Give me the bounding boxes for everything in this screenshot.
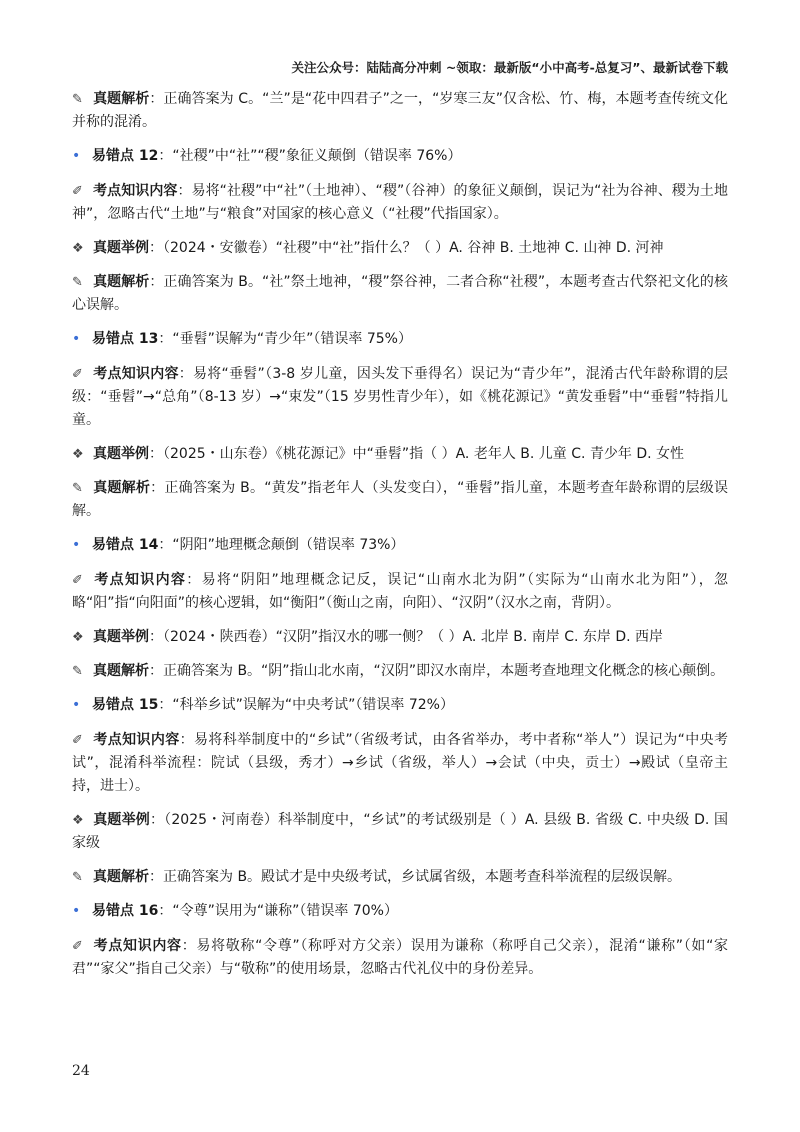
page-number: 24	[72, 1063, 90, 1079]
pencil-icon: ✎	[72, 870, 83, 885]
paragraph-label: 易错点 12	[92, 148, 159, 164]
diamond-icon: ❖	[72, 813, 84, 828]
diamond-icon: ❖	[72, 241, 84, 256]
knowledge-content	[72, 180, 728, 226]
paragraph-text: ：易将“阴阳”地理概念记反，误记“山南水北为阴”（实际为“山南水北为阳”），忽略“阳”指“向阳面”的核心逻辑，如“衡阳”（衡山之南，向阳）、“汉阴”（汉水之南，背阴）。	[72, 572, 729, 611]
answer-analysis	[72, 88, 728, 134]
answer-analysis	[72, 660, 728, 683]
paragraph-text: ：易将科举制度中的“乡试”（省级考试，由各省举办，考中者称“举人”）误记为“中央考试”，混淆科举流程：院试（县级，秀才）→乡试（省级，举人）→会试（中央，贡士）→殿试（皇帝主持，进士）。	[72, 732, 729, 794]
pen-icon: ✐	[72, 573, 83, 588]
diamond-icon: ❖	[72, 630, 84, 645]
paragraph-label: 真题解析	[93, 480, 151, 496]
paragraph-text: ：（2025・山东卷）《桃花源记》中“垂髫”指（ ）A. 老年人 B. 儿童 C. 青少年 D. 女性	[149, 446, 685, 462]
knowledge-content	[72, 363, 728, 432]
paragraph-text: ：易将敬称“令尊”（称呼对方父亲）误用为谦称（称呼自己父亲），混淆“谦称”（如“家君”“家父”指自己父亲）与“敬称”的使用场景，忽略古代礼仪中的身份差异。	[72, 938, 729, 977]
exam-example	[72, 626, 728, 649]
paragraph-text: ：正确答案为 C。“兰”是“花中四君子”之一，“岁寒三友”仅含松、竹、梅，本题考查传统文化并称的混淆。	[72, 91, 729, 130]
paragraph-label: 真题解析	[93, 663, 149, 679]
paragraph-label: 真题举例	[93, 240, 149, 256]
exam-example	[72, 809, 728, 855]
bullet-icon: •	[72, 331, 81, 347]
paragraph-label: 易错点 16	[92, 903, 159, 919]
pen-icon: ✐	[72, 184, 83, 199]
page-header: 关注公众号：陆陆高分冲刺 ~领取：最新版“小中高考-总复习”、最新试卷下载	[291, 60, 728, 75]
knowledge-content	[72, 935, 728, 981]
mistake-point-heading	[72, 900, 728, 923]
bullet-icon: •	[72, 697, 81, 713]
pen-icon: ✐	[72, 939, 83, 954]
mistake-point-heading	[72, 328, 728, 351]
answer-analysis	[72, 866, 728, 889]
paragraph-text: ：正确答案为 B。“阴”指山北水南，“汉阴”即汉水南岸，本题考查地理文化概念的核心颠倒。	[149, 663, 725, 679]
answer-analysis	[72, 271, 728, 317]
paragraph-label: 考点知识内容	[93, 938, 182, 954]
bullet-icon: •	[72, 537, 81, 553]
paragraph-text: ：正确答案为 B。殿试才是中央级考试，乡试属省级，本题考查科举流程的层级误解。	[149, 869, 682, 885]
paragraph-label: 易错点 13	[92, 331, 159, 347]
diamond-icon: ❖	[72, 447, 84, 462]
paragraph-label: 真题解析	[93, 91, 150, 107]
paragraph-label: 考点知识内容	[93, 366, 179, 382]
knowledge-content	[72, 569, 728, 615]
paragraph-text: ：“科举乡试”误解为“中央考试”（错误率 72%）	[158, 697, 454, 713]
paragraph-label: 考点知识内容	[93, 183, 178, 199]
pencil-icon: ✎	[72, 664, 83, 679]
pen-icon: ✐	[72, 367, 83, 382]
paragraph-label: 真题解析	[93, 869, 149, 885]
paragraph-text: ：正确答案为 B。“社”祭土地神，“稷”祭谷神，二者合称“社稷”，本题考查古代祭祀文化的核心误解。	[72, 274, 729, 313]
paragraph-label: 真题举例	[93, 446, 149, 462]
exam-example	[72, 237, 728, 260]
mistake-point-heading	[72, 694, 728, 717]
bullet-icon: •	[72, 903, 81, 919]
paragraph-text: ：（2024・陕西卷）“汉阴”指汉水的哪一侧？（ ）A. 北岸 B. 南岸 C. 东岸 D. 西岸	[149, 629, 664, 645]
knowledge-content	[72, 729, 728, 798]
pencil-icon: ✎	[72, 481, 83, 496]
paragraph-text: ：正确答案为 B。“黄发”指老年人（头发变白），“垂髫”指儿童，本题考查年龄称谓的层级误解。	[72, 480, 728, 519]
paragraph-label: 考点知识内容	[93, 732, 180, 748]
paragraph-text: ：“垂髫”误解为“青少年”（错误率 75%）	[158, 331, 412, 347]
mistake-point-heading	[72, 534, 728, 557]
paragraph-text: ：易将“社稷”中“社”（土地神）、“稷”（谷神）的象征义颠倒，误记为“社为谷神、稷为土地神”，忽略古代“土地”与“粮食”对国家的核心意义（“社稷”代指国家）。	[72, 183, 728, 222]
answer-analysis	[72, 477, 728, 523]
paragraph-text: ：“社稷”中“社”“稷”象征义颠倒（错误率 76%）	[158, 148, 462, 164]
document-body	[72, 88, 728, 992]
paragraph-label: 易错点 14	[92, 537, 159, 553]
exam-example	[72, 443, 728, 466]
paragraph-text: ：（2024・安徽卷）“社稷”中“社”指什么？（ ）A. 谷神 B. 土地神 C. 山神 D. 河神	[149, 240, 664, 256]
mistake-point-heading	[72, 145, 728, 168]
paragraph-label: 真题举例	[93, 812, 150, 828]
paragraph-label: 真题解析	[93, 274, 150, 290]
bullet-icon: •	[72, 148, 81, 164]
paragraph-label: 真题举例	[93, 629, 149, 645]
paragraph-text: ：（2025・河南卷）科举制度中，“乡试”的考试级别是（ ）A. 县级 B. 省级 C. 中央级 D. 国家级	[72, 812, 729, 851]
paragraph-text: ：“阴阳”地理概念颠倒（错误率 73%）	[158, 537, 405, 553]
paragraph-label: 考点知识内容	[93, 572, 187, 588]
pencil-icon: ✎	[72, 92, 83, 107]
paragraph-label: 易错点 15	[92, 697, 159, 713]
pencil-icon: ✎	[72, 275, 83, 290]
pen-icon: ✐	[72, 733, 83, 748]
paragraph-text: ：“令尊”误用为“谦称”（错误率 70%）	[158, 903, 398, 919]
paragraph-text: ：易将“垂髫”（3-8 岁儿童，因头发下垂得名）误记为“青少年”，混淆古代年龄称谓的层级：“垂髫”→“总角”（8-13 岁）→“束发”（15 岁男性青少年），如《桃花源记》“黄发垂髫”中“垂髫”特指儿童。	[72, 366, 729, 428]
